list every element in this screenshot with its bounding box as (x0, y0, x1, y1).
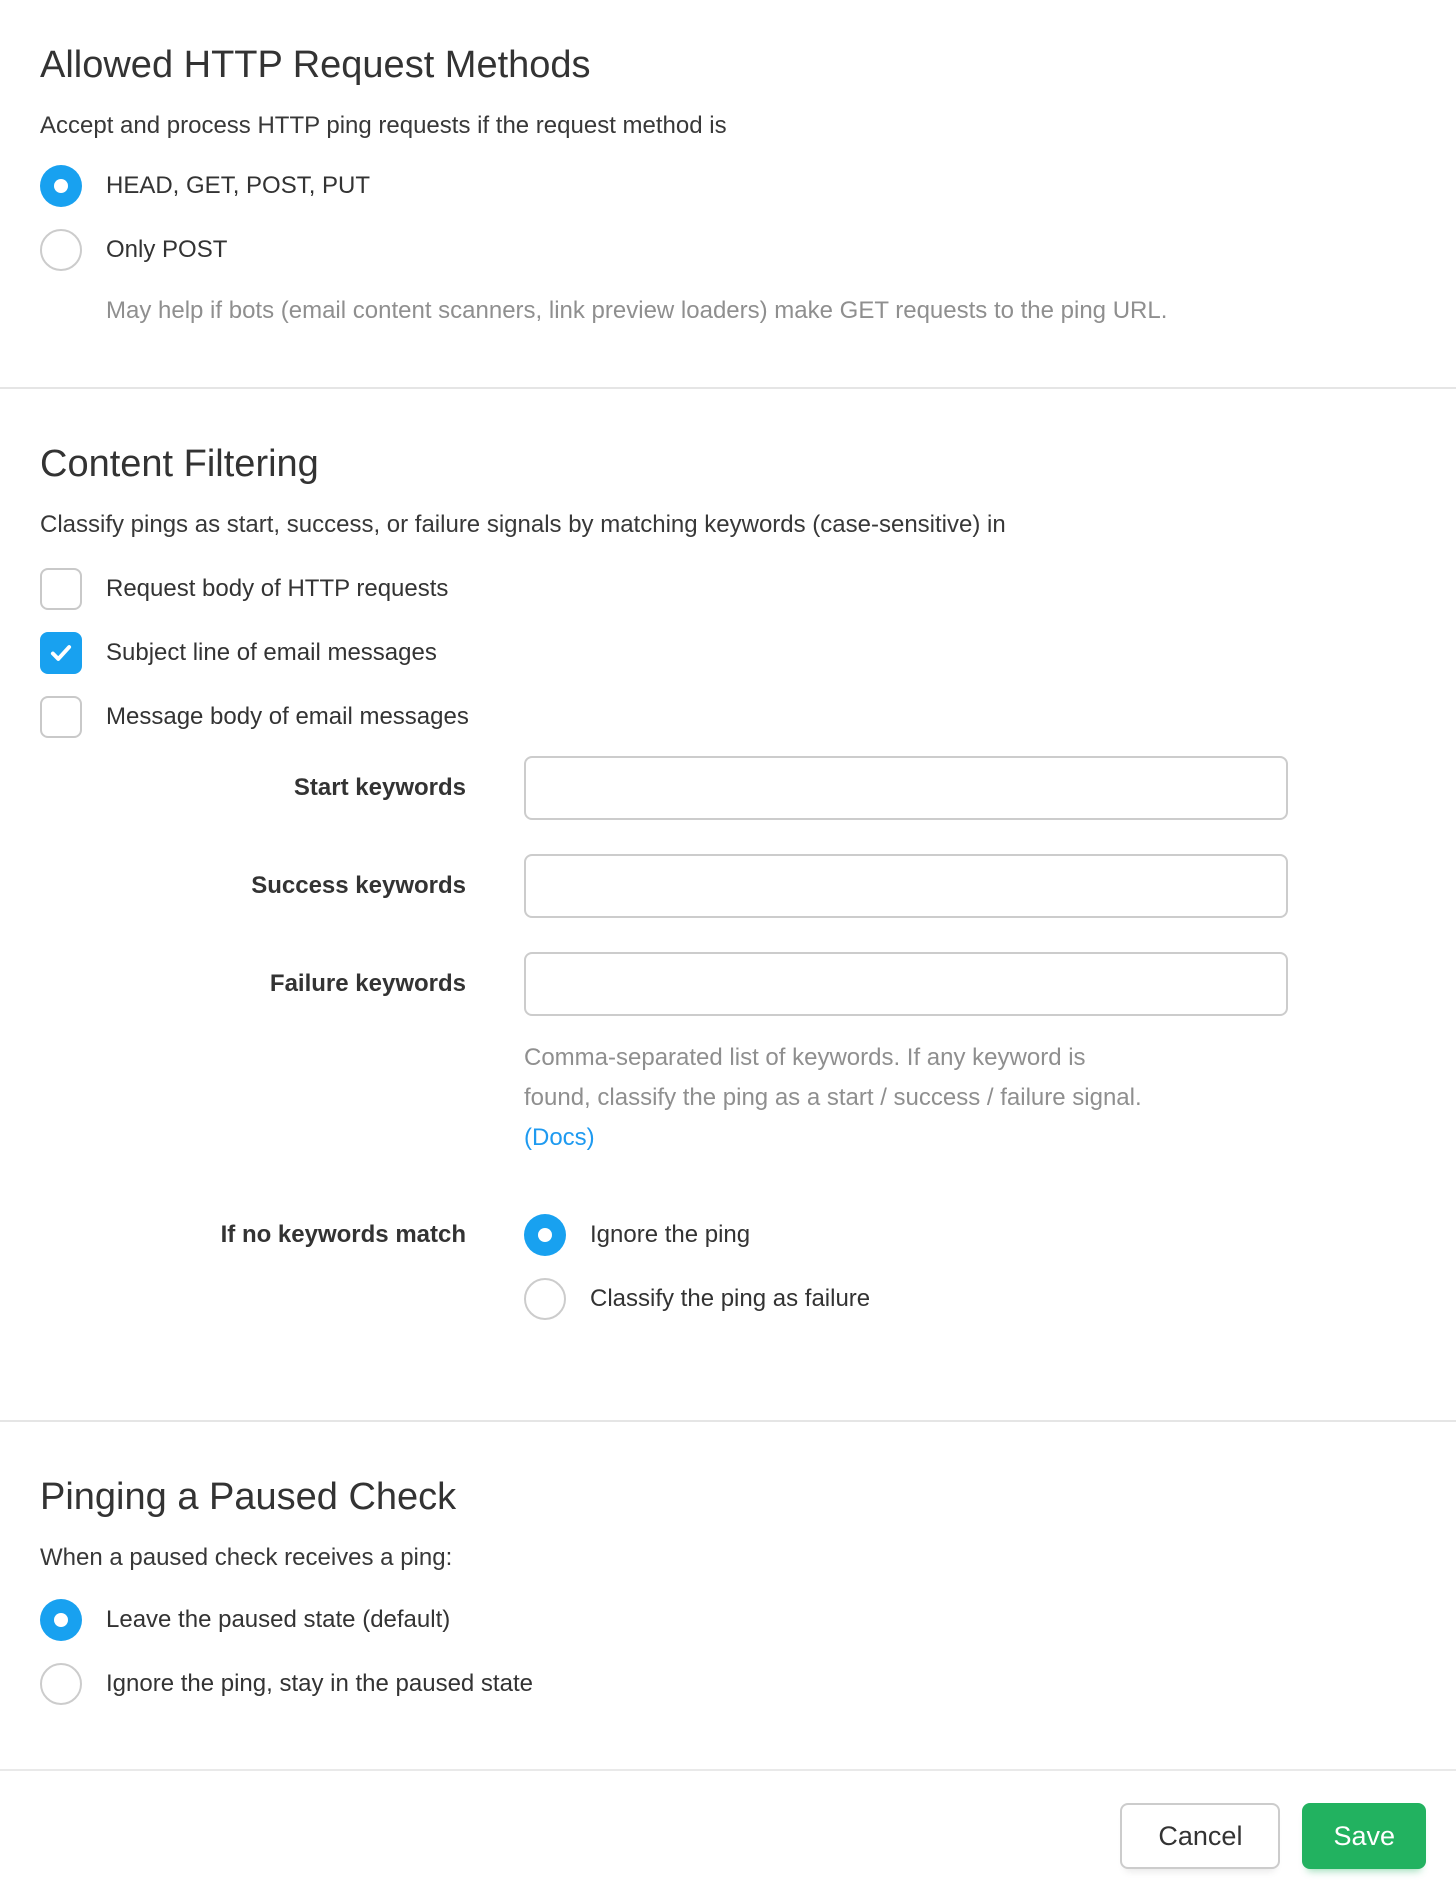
section-title-http-methods: Allowed HTTP Request Methods (40, 44, 591, 86)
failure-keywords-label: Failure keywords (269, 970, 466, 997)
content-filtering-checkbox-group (40, 568, 1416, 738)
checkbox-label[interactable]: Request body of HTTP requests (106, 575, 449, 602)
radio-label[interactable]: Ignore the ping, stay in the paused state (106, 1670, 533, 1697)
success-keywords-input[interactable] (524, 854, 1288, 918)
checkbox-row-message-body[interactable] (40, 696, 1416, 738)
checkmark-icon (48, 640, 74, 666)
content-filtering-description: Classify pings as start, success, or failure signals by matching keywords (case-sensitive) in (40, 511, 1006, 538)
docs-link[interactable]: (Docs) (524, 1124, 595, 1151)
radio-label[interactable]: Leave the paused state (default) (106, 1606, 451, 1633)
form-row-failure-keywords (40, 952, 1416, 1016)
footer (0, 1771, 1456, 1901)
success-keywords-label: Success keywords (251, 872, 466, 899)
form-row-success-keywords (40, 854, 1416, 918)
no-match-options (524, 1214, 870, 1320)
no-keywords-match-label: If no keywords match (220, 1221, 466, 1248)
radio-selected-icon[interactable] (524, 1214, 566, 1256)
radio-label[interactable]: Only POST (106, 236, 228, 263)
no-keywords-match-row (40, 1214, 1416, 1320)
checkbox-unchecked-icon[interactable] (40, 696, 82, 738)
radio-unselected-icon[interactable] (40, 1663, 82, 1705)
failure-keywords-input[interactable] (524, 952, 1288, 1016)
radio-row-classify-failure[interactable] (524, 1278, 870, 1320)
checkbox-row-request-body[interactable] (40, 568, 1416, 610)
radio-row-head-get-post-put[interactable] (40, 165, 1416, 207)
radio-row-only-post[interactable] (40, 229, 1416, 271)
save-button[interactable]: Save (1302, 1803, 1426, 1869)
radio-row-ignore-ping[interactable] (524, 1214, 870, 1256)
section-http-methods (0, 0, 1456, 387)
section-title-content-filtering: Content Filtering (40, 443, 319, 485)
checkbox-row-subject-line[interactable] (40, 632, 1416, 674)
radio-row-stay-paused[interactable] (40, 1663, 1416, 1705)
only-post-help-text: May help if bots (email content scanners, link preview loaders) make GET requests to the ping URL. (106, 297, 1168, 324)
start-keywords-label: Start keywords (293, 774, 466, 801)
checkbox-unchecked-icon[interactable] (40, 568, 82, 610)
keywords-help-body: Comma-separated list of keywords. If any keyword is found, classify the ping as a start / success / failure signal. (524, 1044, 1142, 1111)
radio-label[interactable]: Classify the ping as failure (590, 1285, 871, 1312)
radio-unselected-icon[interactable] (524, 1278, 566, 1320)
radio-label[interactable]: Ignore the ping (590, 1221, 751, 1248)
checkbox-label[interactable]: Message body of email messages (106, 703, 469, 730)
checkbox-label[interactable]: Subject line of email messages (106, 639, 437, 666)
http-methods-description: Accept and process HTTP ping requests if the request method is (40, 112, 727, 139)
section-content-filtering (0, 389, 1456, 1420)
radio-row-leave-paused[interactable] (40, 1599, 1416, 1641)
radio-selected-icon[interactable] (40, 1599, 82, 1641)
cancel-button[interactable]: Cancel (1120, 1803, 1280, 1869)
radio-label[interactable]: HEAD, GET, POST, PUT (106, 172, 371, 199)
radio-unselected-icon[interactable] (40, 229, 82, 271)
checkbox-checked-icon[interactable] (40, 632, 82, 674)
form-row-start-keywords (40, 756, 1416, 820)
keywords-help-text (524, 1038, 1149, 1158)
section-paused-check (0, 1422, 1456, 1769)
paused-check-description: When a paused check receives a ping: (40, 1544, 453, 1571)
radio-selected-icon[interactable] (40, 165, 82, 207)
start-keywords-input[interactable] (524, 756, 1288, 820)
section-title-paused-check: Pinging a Paused Check (40, 1476, 457, 1518)
